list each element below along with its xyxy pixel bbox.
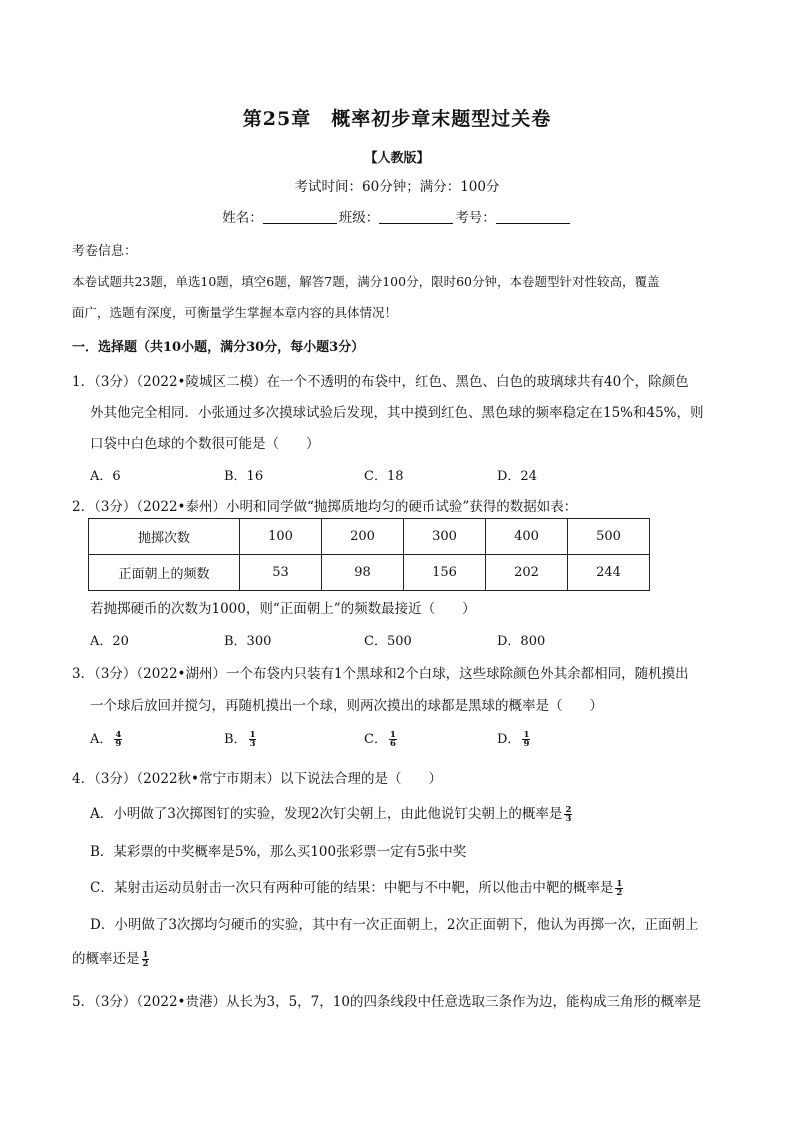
q4-option-c-text: C．某射击运动员射击一次只有两种可能的结果：中靶与不中靶，所以他击中靶的概率是 — [90, 880, 614, 896]
q2-option-a[interactable]: A．20 — [90, 634, 129, 649]
table-cell: 244 — [568, 555, 650, 591]
fraction: $\frac{1}{6}$ — [389, 730, 396, 749]
q4-option-d-line-1[interactable]: D．小明做了3次掷均匀硬币的实验，其中有一次正面朝上，2次正面朝下，他认为再掷一次，正面朝上 — [90, 917, 699, 933]
q3-option-d[interactable] — [497, 728, 530, 748]
q3-option-a-prefix: A． — [90, 732, 113, 747]
fraction: $\frac{2}{3}$ — [565, 805, 572, 824]
q1-option-d[interactable]: D．24 — [497, 469, 537, 484]
q4-line-1: 4．（3分）（2022秋•常宁市期末）以下说法合理的是（ ） — [72, 771, 442, 787]
table-cell: 100 — [240, 519, 322, 555]
q1-option-b[interactable]: B．16 — [224, 469, 264, 484]
q5-line-1: 5．（3分）（2022•贵港）从长为3，5，7，10的四条线段中任意选取三条作为边，能构成三角形的概率是 — [72, 994, 701, 1010]
q1-option-a[interactable]: A．6 — [90, 469, 121, 484]
name-label: 姓名： — [222, 210, 263, 226]
fraction: $\frac{1}{2}$ — [616, 879, 623, 898]
q3-line-1: 3．（3分）（2022•湖州）一个布袋内只装有1个黑球和2个白球，这些球除颜色外其余都相同，随机摸出 — [72, 666, 689, 682]
notes-heading: 考卷信息： — [72, 244, 138, 259]
q1-option-c[interactable]: C．18 — [364, 469, 404, 484]
exam-time-score: 考试时间：60分钟；满分：100分 — [294, 179, 500, 195]
q1-line-1: 1．（3分）（2022•陵城区二模）在一个不透明的布袋中，红色、黑色、白色的玻璃球共有40个，除颜色 — [72, 374, 689, 390]
q2-option-b[interactable]: B．300 — [224, 634, 272, 649]
q3-option-b-prefix: B． — [224, 732, 247, 747]
q2-line-2: 若抛掷硬币的次数为1000，则“正面朝上”的频数最接近（ ） — [90, 601, 476, 617]
table-cell: 200 — [322, 519, 404, 555]
table-cell: 98 — [322, 555, 404, 591]
q4-option-d-line-2 — [72, 947, 149, 968]
q3-option-b[interactable] — [224, 728, 256, 748]
notes-line-2: 面广，选题有深度，可衡量学生掌握本章内容的具体情况！ — [72, 305, 398, 320]
edition-label: 【人教版】 — [364, 151, 430, 166]
coin-toss-table — [88, 518, 650, 591]
q4-option-d-text: 的概率还是 — [72, 951, 140, 967]
q4-option-b[interactable]: B．某彩票的中奖概率是5%，那么买100张彩票一定有5张中奖 — [90, 844, 467, 860]
q2-option-c[interactable]: C．500 — [364, 634, 412, 649]
table-row-label: 正面朝上的频数 — [89, 555, 240, 591]
number-blank[interactable] — [496, 209, 570, 224]
q3-line-2: 一个球后放回并搅匀，再随机摸出一个球，则两次摸出的球都是黑球的概率是（ ） — [90, 698, 603, 714]
table-row-label: 抛掷次数 — [89, 519, 240, 555]
table-cell: 156 — [404, 555, 486, 591]
class-blank[interactable] — [379, 209, 453, 224]
q2-option-d[interactable]: D．800 — [497, 634, 546, 649]
table-cell: 53 — [240, 555, 322, 591]
table-row — [89, 555, 650, 591]
class-label: 班级： — [338, 210, 380, 226]
student-info-line — [0, 206, 794, 226]
q4-option-a[interactable] — [90, 802, 572, 823]
table-cell: 500 — [568, 519, 650, 555]
q4-option-c[interactable] — [90, 876, 623, 897]
q4-option-a-text: A．小明做了3次掷图钉的实验，发现2次钉尖朝上，由此他说钉尖朝上的概率是 — [90, 806, 563, 822]
section-heading: 一．选择题（共10小题，满分30分，每小题3分） — [72, 340, 365, 355]
exam-title: 第25章 概率初步章末题型过关卷 — [242, 108, 552, 130]
fraction: $\frac{1}{2}$ — [142, 950, 149, 969]
table-cell: 400 — [486, 519, 568, 555]
fraction: $\frac{1}{3}$ — [249, 730, 256, 749]
notes-line-1: 本卷试题共23题，单选10题，填空6题，解答7题，满分100分，限时60分钟，本卷题型针对性较高，覆盖 — [72, 274, 660, 289]
table-row — [89, 519, 650, 555]
fraction: $\frac{1}{9}$ — [523, 730, 530, 749]
name-blank[interactable] — [263, 209, 337, 224]
q2-line-1: 2．（3分）（2022•泰州）小明和同学做“抛掷质地均匀的硬币试验”获得的数据如表： — [72, 499, 578, 515]
q3-option-c[interactable] — [364, 728, 397, 748]
number-label: 考号： — [455, 210, 496, 226]
q3-option-a[interactable] — [90, 728, 122, 748]
q1-line-3: 口袋中白色球的个数很可能是（ ） — [90, 436, 320, 452]
q1-line-2: 外其他完全相同．小张通过多次摸球试验后发现，其中摸到红色、黑色球的频率稳定在15%和45%，则 — [90, 405, 704, 421]
q3-option-d-prefix: D． — [497, 732, 521, 747]
fraction: $\frac{4}{9}$ — [115, 730, 122, 749]
table-cell: 300 — [404, 519, 486, 555]
table-cell: 202 — [486, 555, 568, 591]
q3-option-c-prefix: C． — [364, 732, 387, 747]
